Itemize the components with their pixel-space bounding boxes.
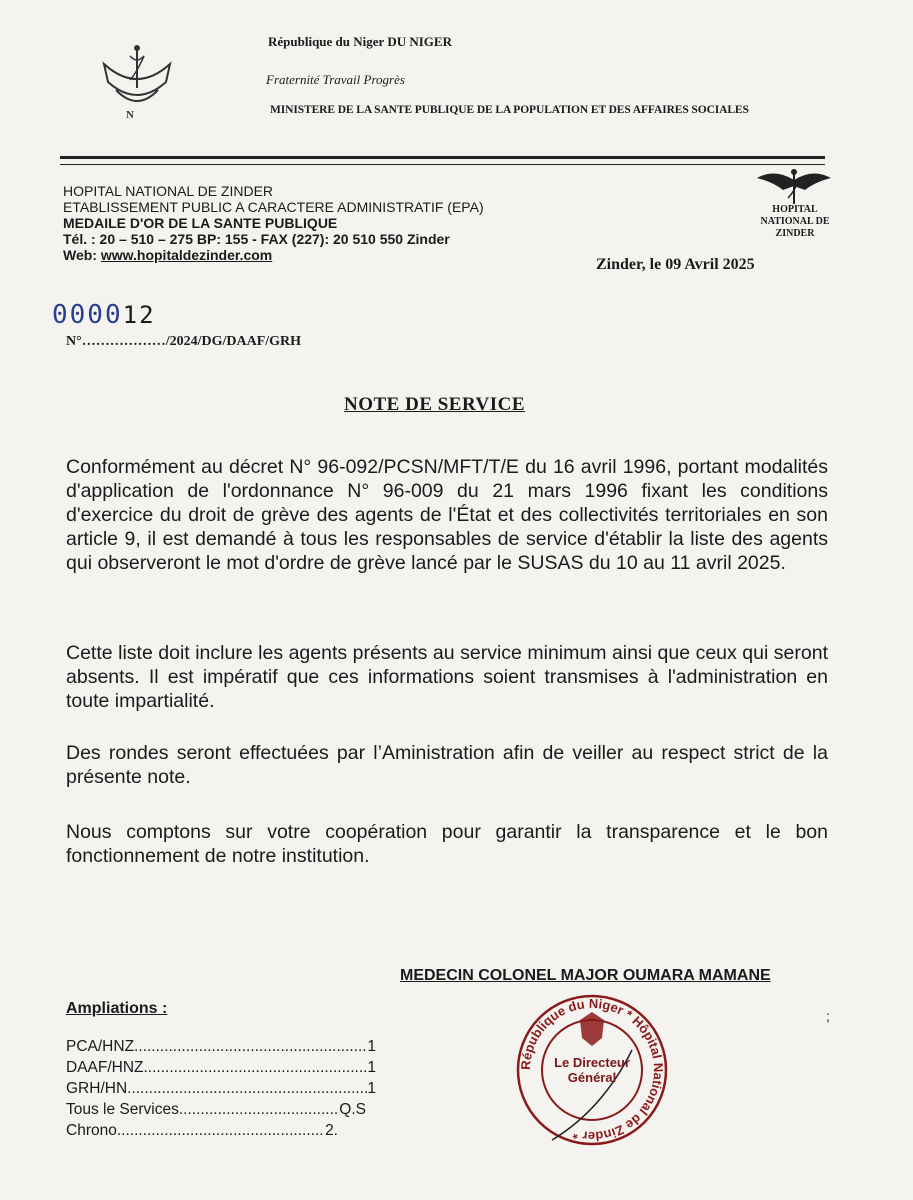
seal-center-text (552, 1055, 632, 1085)
hospital-contact: Tél. : 20 – 510 – 275 BP: 155 - FAX (227): 20 510 550 Zinder (63, 231, 450, 247)
hospital-status: ETABLISSEMENT PUBLIC A CARACTERE ADMINISTRATIF (EPA) (63, 199, 484, 215)
semicolon-mark: ; (826, 1008, 830, 1024)
paragraph-list: Cette liste doit inclure les agents présents au service minimum ainsi que ceux qui seront absents. Il est impératif que ces informations soient transmises à l'administration en toute impartialité. (66, 642, 828, 712)
niger-emblem-icon (96, 42, 178, 122)
stamp-digits: 0000 (52, 300, 123, 330)
seal-title-line1: Le Directeur (554, 1055, 630, 1070)
document-title: NOTE DE SERVICE (344, 394, 526, 415)
paragraph-rounds: Des rondes seront effectuées par l’Aministration afin de veiller au respect strict de la présente note. (66, 742, 828, 788)
seal-ring-text: République du Niger * Hôpital National de Zinder * (517, 995, 667, 1145)
paragraph-cooperation: Nous comptons sur votre coopération pour garantir la transparence et le bon fonctionnement de notre institution. (66, 821, 828, 867)
ampliation-name: DAAF/HNZ (66, 1059, 144, 1076)
ampliation-count: 2. (325, 1122, 338, 1139)
ampliation-name: GRH/HN (66, 1080, 128, 1097)
web-label: Web: (63, 247, 97, 263)
ampliation-item (66, 1057, 376, 1078)
ampliations-label: Ampliations : (66, 1000, 168, 1017)
ampliation-item (66, 1120, 338, 1141)
hospital-web (63, 247, 484, 263)
dot-leader (144, 1057, 368, 1078)
dot-leader (127, 1078, 367, 1099)
ampliation-count: 1 (367, 1059, 376, 1076)
ampliation-count: 1 (367, 1038, 376, 1055)
hospital-emblem-label: HOPITAL NATIONAL DE ZINDER (760, 204, 830, 239)
ampliation-count: 1 (367, 1080, 376, 1097)
emblem-left-text: N (126, 109, 134, 121)
dot-leader (179, 1099, 339, 1120)
dot-leader (134, 1036, 367, 1057)
ampliation-count: Q.S (339, 1101, 366, 1118)
registration-stamp-number (52, 300, 156, 330)
ministry-name: MINISTERE DE LA SANTE PUBLIQUE DE LA POPULATION ET DES AFFAIRES SOCIALES (270, 104, 749, 116)
ampliation-name: Tous le Services (66, 1101, 179, 1118)
reference-number: N°………………/2024/DG/DAAF/GRH (66, 334, 302, 349)
national-motto: Fraternité Travail Progrès (266, 72, 405, 87)
seal-title-line2: Général (567, 1070, 617, 1085)
hospital-medal: MEDAILE D'OR DE LA SANTE PUBLIQUE (63, 215, 338, 231)
date-line: Zinder, le 09 Avril 2025 (596, 256, 755, 273)
stamp-digits-end: 12 (122, 301, 156, 329)
ampliation-item (66, 1078, 376, 1099)
republic-title: République du Niger DU NIGER (268, 34, 452, 49)
ampliation-name: Chrono (66, 1122, 117, 1139)
dot-leader (117, 1120, 325, 1141)
paragraph-decree: Conformément au décret N° 96-092/PCSN/MFT/T/E du 16 avril 1996, portant modalités d'application de l'ordonnance N° 96-009 du 21 mars 1996 fixant les conditions d'exercice du droit de grève des agents de l'État et des collectivités territoriales en son article 9, il est demandé à tous les responsables de service d'établir la liste des agents qui observeront le mot d'ordre de grève lancé par le SUSAS du 10 au 11 avril 2025. (66, 456, 828, 574)
ampliation-item (66, 1036, 376, 1057)
ampliation-name: PCA/HNZ (66, 1038, 135, 1055)
ampliation-item (66, 1099, 366, 1120)
hospital-name: HOPITAL NATIONAL DE ZINDER (63, 183, 274, 199)
signer-name: MEDECIN COLONEL MAJOR OUMARA MAMANE (400, 967, 771, 984)
header-divider (60, 156, 825, 165)
website-link[interactable]: www.hopitaldezinder.com (100, 247, 273, 263)
hospital-info-block (63, 183, 484, 263)
ampliations-list (66, 1036, 376, 1141)
